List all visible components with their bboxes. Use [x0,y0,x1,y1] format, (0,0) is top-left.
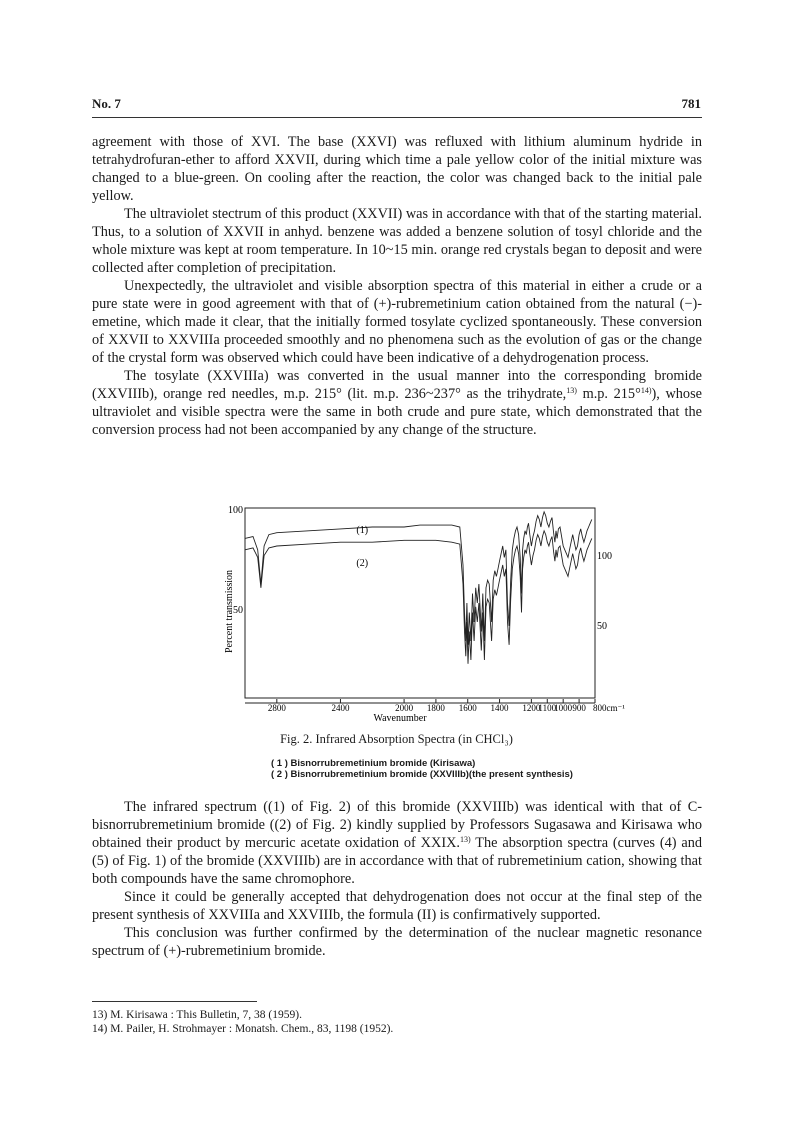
x-tick-label: 1400 [490,703,509,713]
ir-spectrum-chart [210,503,625,728]
series-label-2: (2) [356,558,369,569]
footnote: 13) M. Kirisawa : This Bulletin, 7, 38 (1959). [92,1009,302,1021]
figure-legend [271,758,573,780]
x-tick-label: 2400 [331,703,350,713]
x-tick-label: 2800 [267,703,286,713]
journal-issue: No. 7 [92,96,121,111]
paragraph: Since it could be generally accepted that dehydrogenation does not occur at the final step of the present synthesis of XXVIIIa and XXVIIIb, the formula (II) is confirmatively supported. [92,889,702,923]
citation: 14) [640,386,652,395]
paragraph: agreement with those of XVI. The base (XXVI) was refluxed with lithium aluminum hydride in tetrahydrofuran-ether to afford XXVII, during which time a pale yellow color of the initial mixture was changed to a blue-green. On cooling after the reaction, the color was changed back to the initial pale yellow. [92,134,702,204]
citation: 13) [459,835,471,844]
x-tick-label: 800cm⁻¹ [593,703,625,713]
header-rule [92,117,702,118]
series-line-1 [245,512,592,645]
y-tick-left-100: 100 [228,505,243,516]
series-line-2 [245,531,592,664]
text-span: The tosylate (XXVIIIa) was converted in the usual manner into the corresponding bromide (XXVIIIb), orange red needles, m.p. 215° (lit. m.p. 236~237° as the trihydrate, [92,368,702,402]
paragraph [92,798,702,888]
figure-caption: Fig. 2. Infrared Absorption Spectra (in CHCl₃) [280,732,513,746]
paragraph: Unexpectedly, the ultraviolet and visible absorption spectra of this material in either a crude or a pure state were in good agreement with that of (+)-rubremetinium cation obtained from the natural (−)-emetine, which made it clear, that the initially formed tosylate cyclized spontaneously. These conversion of XXVII to XXVIIIa proceeded smoothly and no phenomena such as the evolution of gas or the change of the crystal form was observed which could have been indicative of a dehydrogenation process. [92,278,702,366]
legend-item: ( 2 ) Bisnorrubremetinium bromide (XXVIIIb)(the present synthesis) [271,769,573,780]
x-tick-label: 1600 [458,703,477,713]
y-axis-label: Percent transmission [224,569,235,653]
x-axis-label: Wavenumber [373,713,427,724]
page-number: 781 [681,96,701,111]
x-tick-label: 1100 [538,703,557,713]
series-label-1: (1) [356,525,369,536]
paragraph: The ultraviolet stectrum of this product (XXVII) was in accordance with that of the starting material. Thus, to a solution of XXVII in anhyd. benzene was added a benzene solution of tosyl chloride and the whole mixture was kept at room temperature. In 10~15 min. orange red crystals began to deposit and were collected after completion of precipitation. [92,206,702,276]
text-span: The absorption spectra (curves (4) and (5) of Fig. 1) of the bromide (XXVIIIb) are in accordance with that of rubremetinium cation, showing that both compounds have the same chromophore. [92,835,703,887]
y-tick-right-100: 100 [597,551,612,562]
body-text-top [92,133,702,439]
x-ticks [268,699,625,713]
series-group [245,512,592,664]
x-tick-label: 1200 [522,703,541,713]
citation: 13) [566,386,577,395]
text-span: m.p. 215° [576,386,641,402]
y-tick-right-50: 50 [597,621,607,632]
paragraph-tosylate [92,367,702,439]
x-tick-label: 900 [572,703,586,713]
footnotes [92,1008,692,1036]
body-text-bottom [92,798,702,960]
footnote-rule [92,1001,257,1002]
text-span: ), whose ultraviolet and visible spectra were the same in both crude and pure state, which demonstrated that the conversion process had not been accompanied by any change of the structure. [92,386,702,438]
paragraph: This conclusion was further confirmed by the determination of the nuclear magnetic resonance spectrum of (+)-rubremetinium bromide. [92,925,702,959]
x-tick-label: 1800 [426,703,445,713]
text-span: The infrared spectrum ((1) of Fig. 2) of this bromide (XXVIIIb) was identical with that of C-bisnorrubremetinium bromide ((2) of Fig. 2) kindly supplied by Professors Sugasawa and Kirisawa who obtained their product by mercuric acetate oxidation of XXIX. [92,799,702,851]
legend-item: ( 1 ) Bisnorrubremetinium bromide (Kirisawa) [271,758,476,769]
footnote: 14) M. Pailer, H. Strohmayer : Monatsh. Chem., 83, 1198 (1952). [92,1023,394,1035]
x-tick-label: 2000 [395,703,414,713]
x-tick-label: 1000 [554,703,573,713]
y-tick-left-50: 50 [233,605,243,616]
